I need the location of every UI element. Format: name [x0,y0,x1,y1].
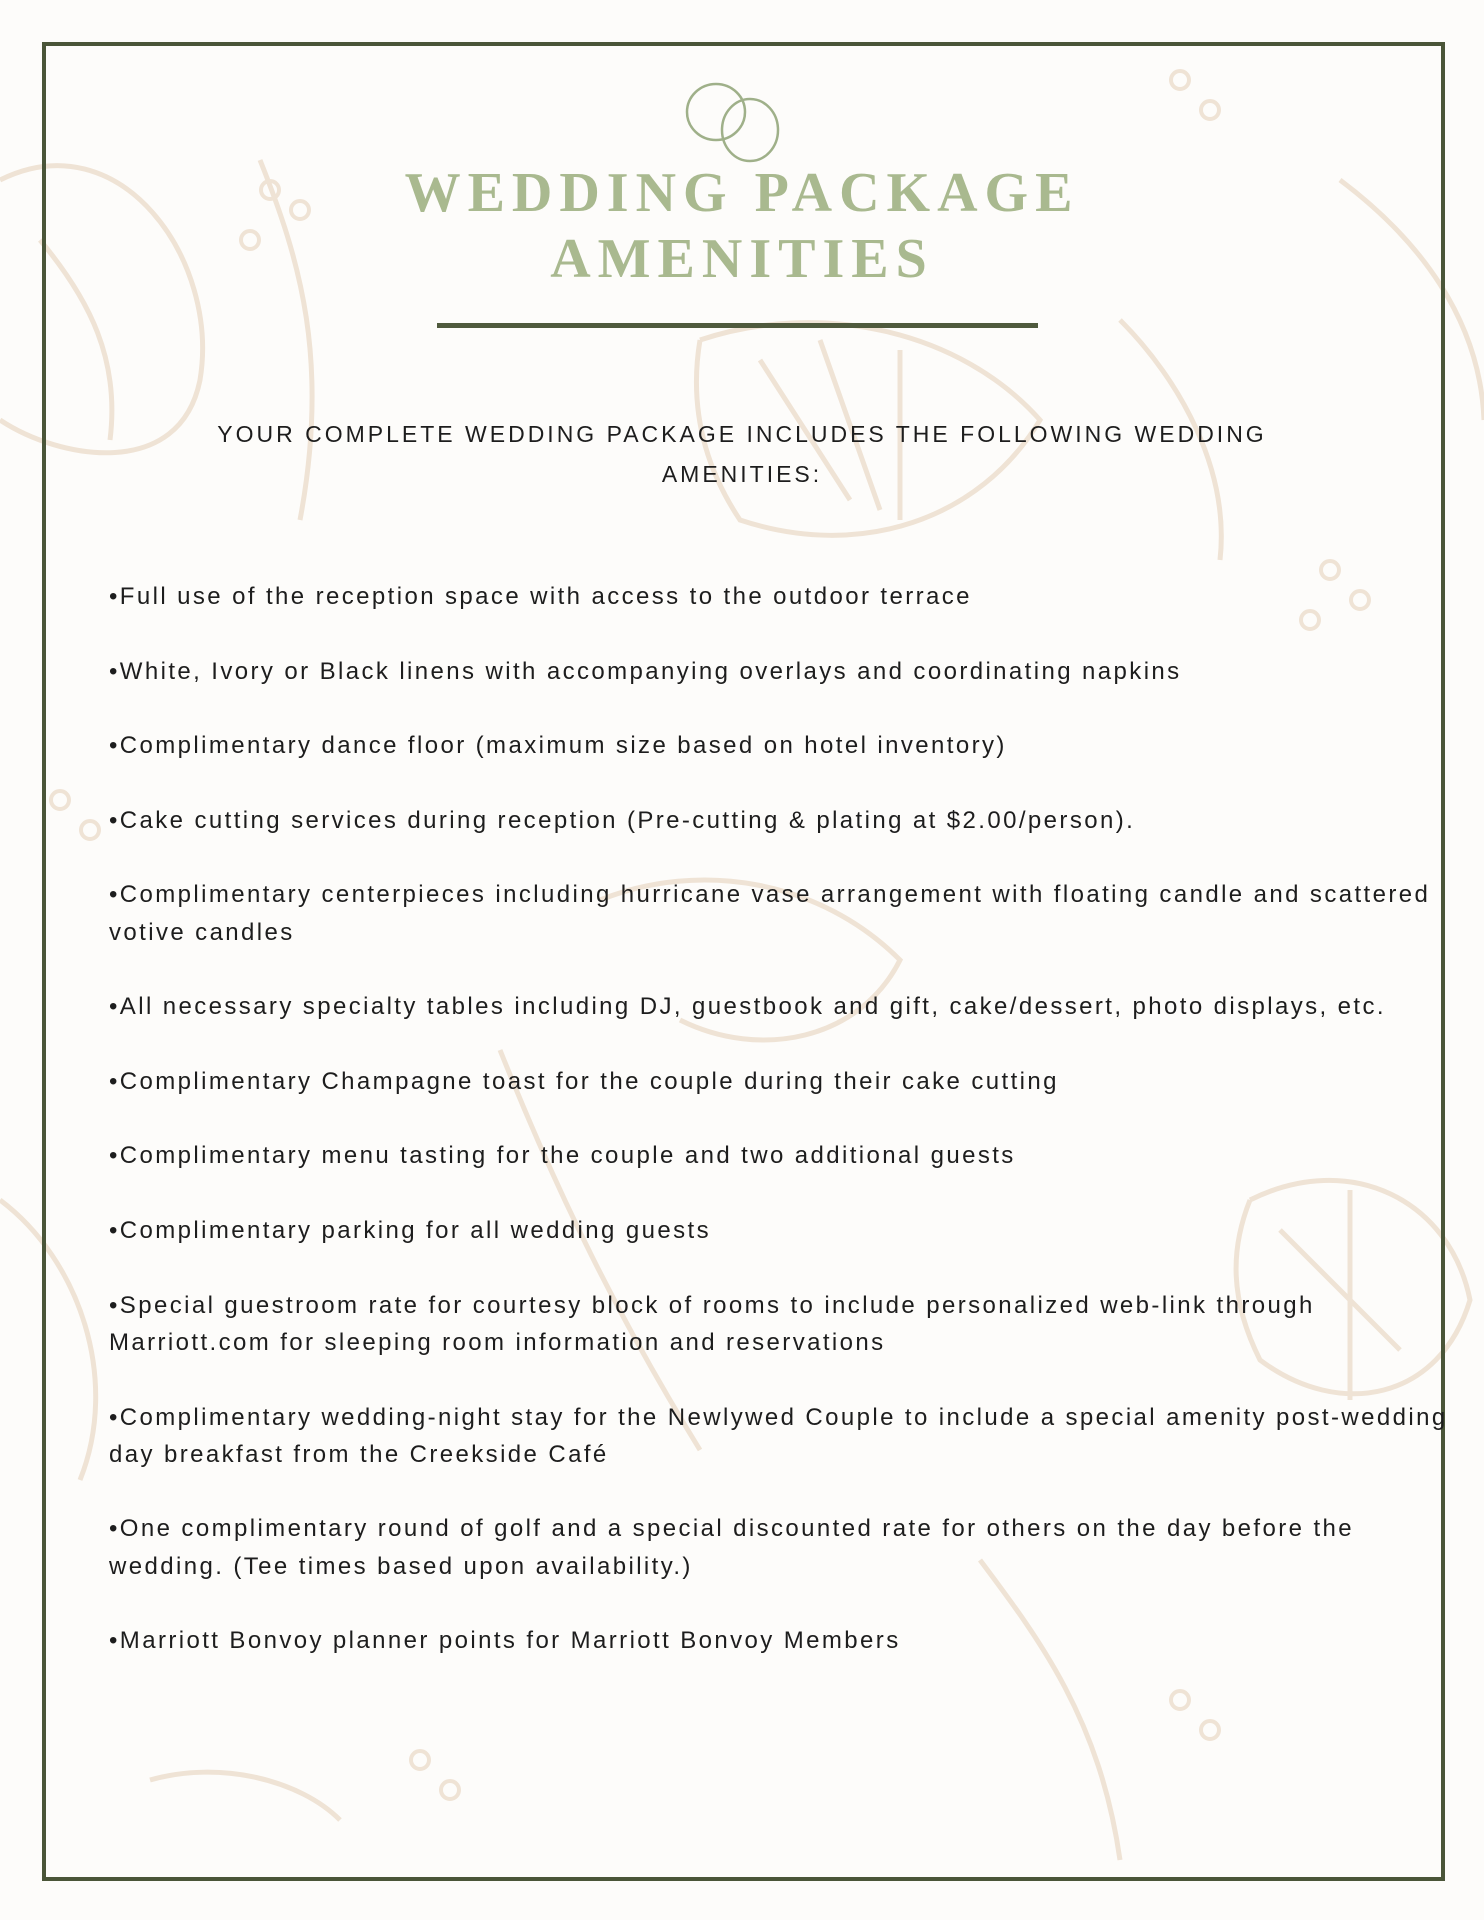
amenities-list [109,578,1459,1697]
title-divider [437,323,1038,328]
list-item: •White, Ivory or Black linens with accompanying overlays and coordinating napkins [109,657,1182,685]
list-item: •All necessary specialty tables including DJ, guestbook and gift, cake/dessert, photo displays, etc. [109,993,1386,1021]
list-item: •Complimentary Champagne toast for the couple during their cake cutting [109,1067,1059,1095]
list-item: •Special guestroom rate for courtesy block of rooms to include personalized web-link through Marriott.com for sleeping room information and reservations [109,1291,1315,1356]
list-item: •Full use of the reception space with access to the outdoor terrace [109,583,972,610]
list-item: •Complimentary centerpieces including hurricane vase arrangement with floating candle and scattered votive candles [109,881,1431,946]
list-item: •Complimentary wedding-night stay for the Newlywed Couple to include a special amenity post-wedding day breakfast from the Creekside Café [109,1403,1448,1468]
list-item: •Cake cutting services during reception (Pre-cutting & plating at $2.00/person). [109,806,1136,834]
list-item: •Complimentary parking for all wedding guests [109,1217,711,1245]
wedding-rings-icon [680,78,790,168]
page-title [0,160,1484,292]
list-item: •Marriott Bonvoy planner points for Marriott Bonvoy Members [109,1627,901,1655]
list-item: •Complimentary dance floor (maximum size based on hotel inventory) [109,732,1007,760]
intro-text: YOUR COMPLETE WEDDING PACKAGE INCLUDES THE FOLLOWING WEDDING AMENITIES: [217,421,1267,487]
title-line-1: WEDDING PACKAGE [404,162,1080,224]
list-item: •One complimentary round of golf and a special discounted rate for others on the day before the wedding. (Tee times based upon availability.) [109,1515,1355,1580]
list-item: •Complimentary menu tasting for the couple and two additional guests [109,1142,1016,1170]
title-line-2: AMENITIES [550,228,934,290]
